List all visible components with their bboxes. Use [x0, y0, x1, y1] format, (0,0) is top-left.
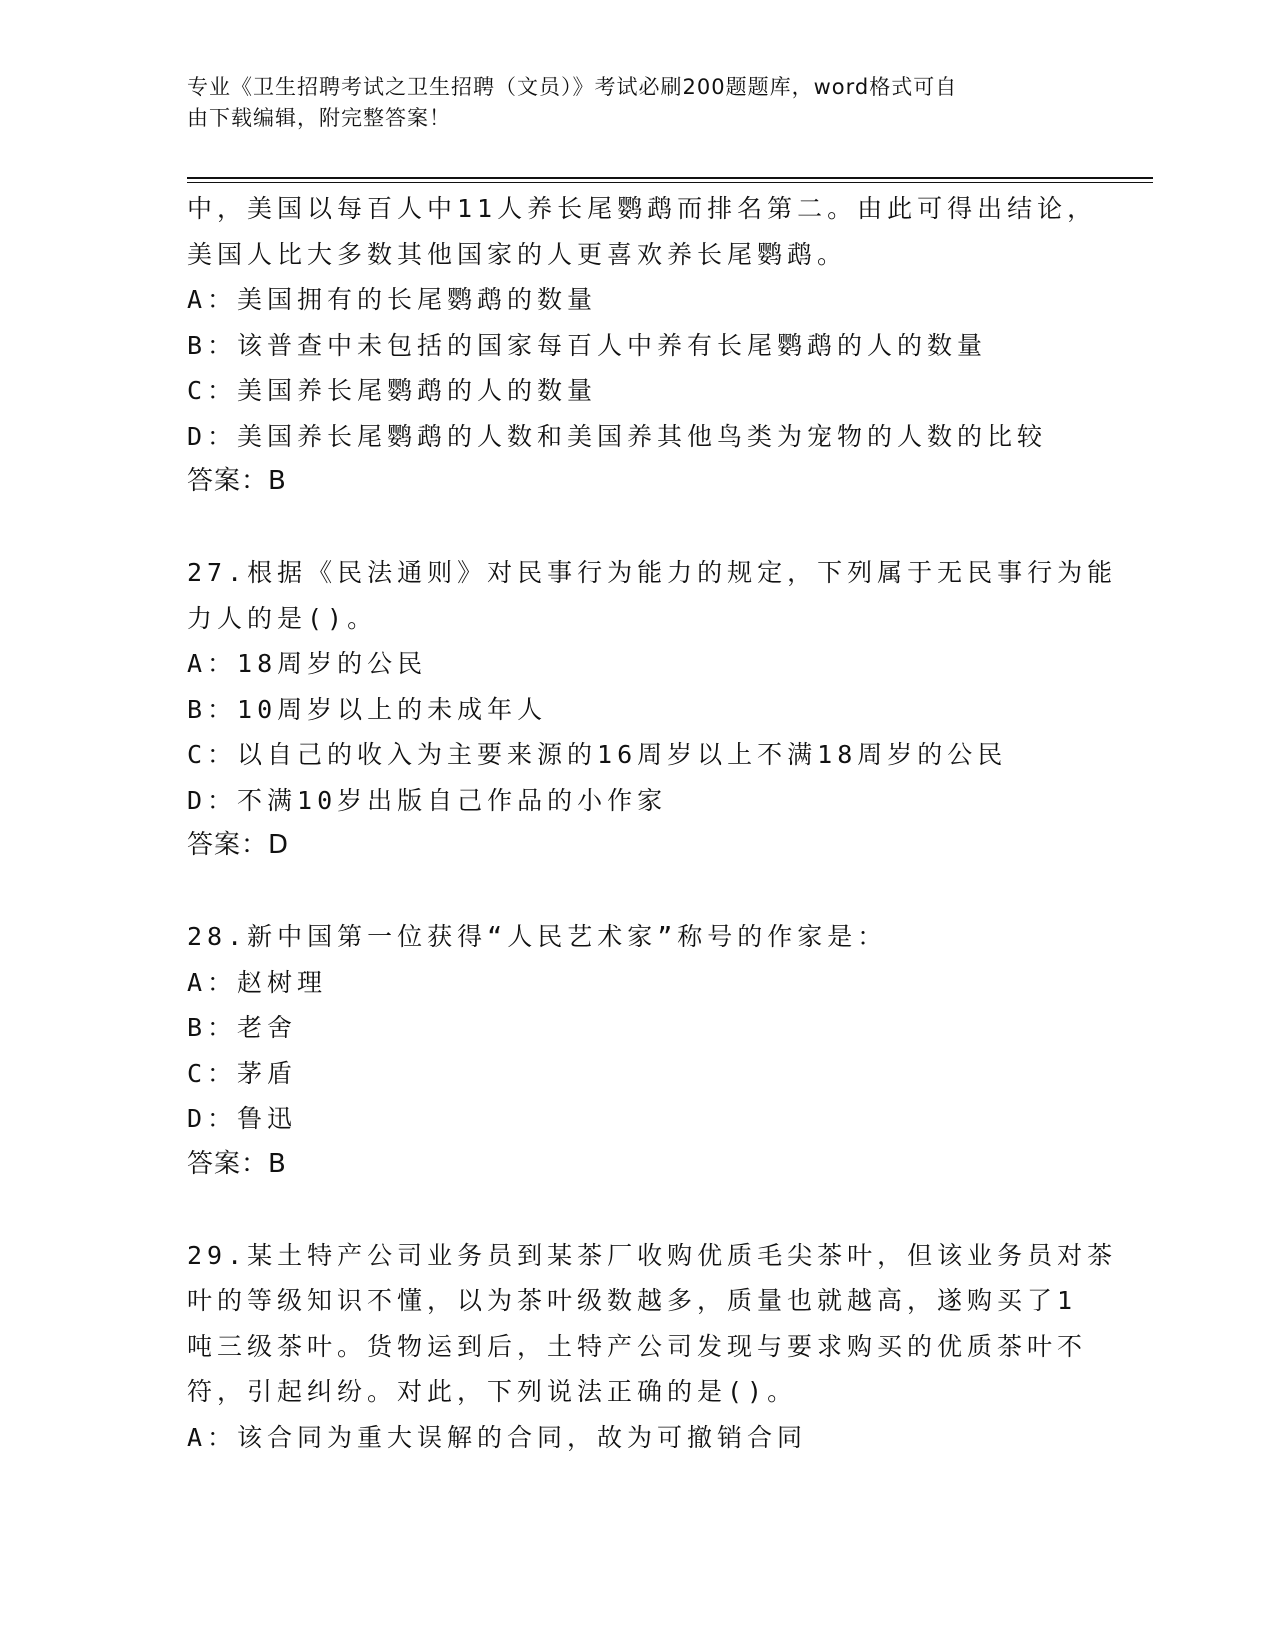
question-28 — [187, 914, 1087, 1187]
question-stem-line: 中，美国以每百人中11人养长尾鹦鹉而排名第二。由此可得出结论， — [187, 194, 1098, 223]
option-d: D：不满10岁出版自己作品的小作家 — [187, 785, 668, 815]
answer-label: 答案：D — [187, 830, 290, 860]
option-a: A：18周岁的公民 — [187, 649, 428, 678]
option-b: B：10周岁以上的未成年人 — [187, 694, 548, 724]
question-list — [187, 186, 1118, 1460]
option-a: A：美国拥有的长尾鹦鹉的数量 — [187, 285, 598, 314]
question-29 — [187, 1233, 1118, 1461]
option-b: B：老舍 — [187, 1013, 298, 1042]
question-27 — [187, 550, 1118, 869]
question-stem-line: 29.某土特产公司业务员到某茶厂收购优质毛尖茶叶，但该业务员对茶 — [187, 1240, 1118, 1270]
option-b: B：该普查中未包括的国家每百人中养有长尾鹦鹉的人的数量 — [187, 330, 988, 360]
page-header — [187, 72, 1077, 134]
question-stem-line: 符，引起纠纷。对此，下列说法正确的是()。 — [187, 1377, 798, 1406]
question-stem-line: 吨三级茶叶。货物运到后，土特产公司发现与要求购买的优质茶叶不 — [187, 1331, 1088, 1361]
option-d: D：鲁迅 — [187, 1104, 298, 1133]
option-d: D：美国养长尾鹦鹉的人数和美国养其他鸟类为宠物的人数的比较 — [187, 421, 1048, 451]
option-a: A：该合同为重大误解的合同，故为可撤销合同 — [187, 1422, 808, 1452]
option-c: C：以自己的收入为主要来源的16周岁以上不满18周岁的公民 — [187, 740, 1008, 769]
spacer — [187, 869, 1087, 915]
question-stem-line: 力人的是()。 — [187, 603, 378, 633]
header-divider-thick — [187, 177, 1153, 179]
option-c: C：美国养长尾鹦鹉的人的数量 — [187, 376, 598, 405]
header-divider-thin — [187, 182, 1153, 183]
option-a: A：赵树理 — [187, 967, 328, 997]
question-stem-line: 叶的等级知识不懂，以为茶叶级数越多，质量也就越高，遂购买了1 — [187, 1286, 1078, 1315]
option-c: C：茅盾 — [187, 1058, 298, 1088]
answer-label: 答案：B — [187, 466, 287, 496]
header-line-2: 由下载编辑，附完整答案！ — [187, 106, 451, 130]
question-stem-line: 28.新中国第一位获得“人民艺术家”称号的作家是： — [187, 922, 888, 951]
question-stem-line: 美国人比大多数其他国家的人更喜欢养长尾鹦鹉。 — [187, 239, 848, 269]
answer-label: 答案：B — [187, 1148, 287, 1179]
spacer — [187, 505, 1087, 551]
header-line-1: 专业《卫生招聘考试之卫生招聘（文员）》考试必刷200题题库，word格式可自 — [187, 75, 958, 99]
question-26 — [187, 186, 1098, 505]
spacer — [187, 1187, 1087, 1233]
question-stem-line: 27.根据《民法通则》对民事行为能力的规定，下列属于无民事行为能 — [187, 558, 1118, 587]
